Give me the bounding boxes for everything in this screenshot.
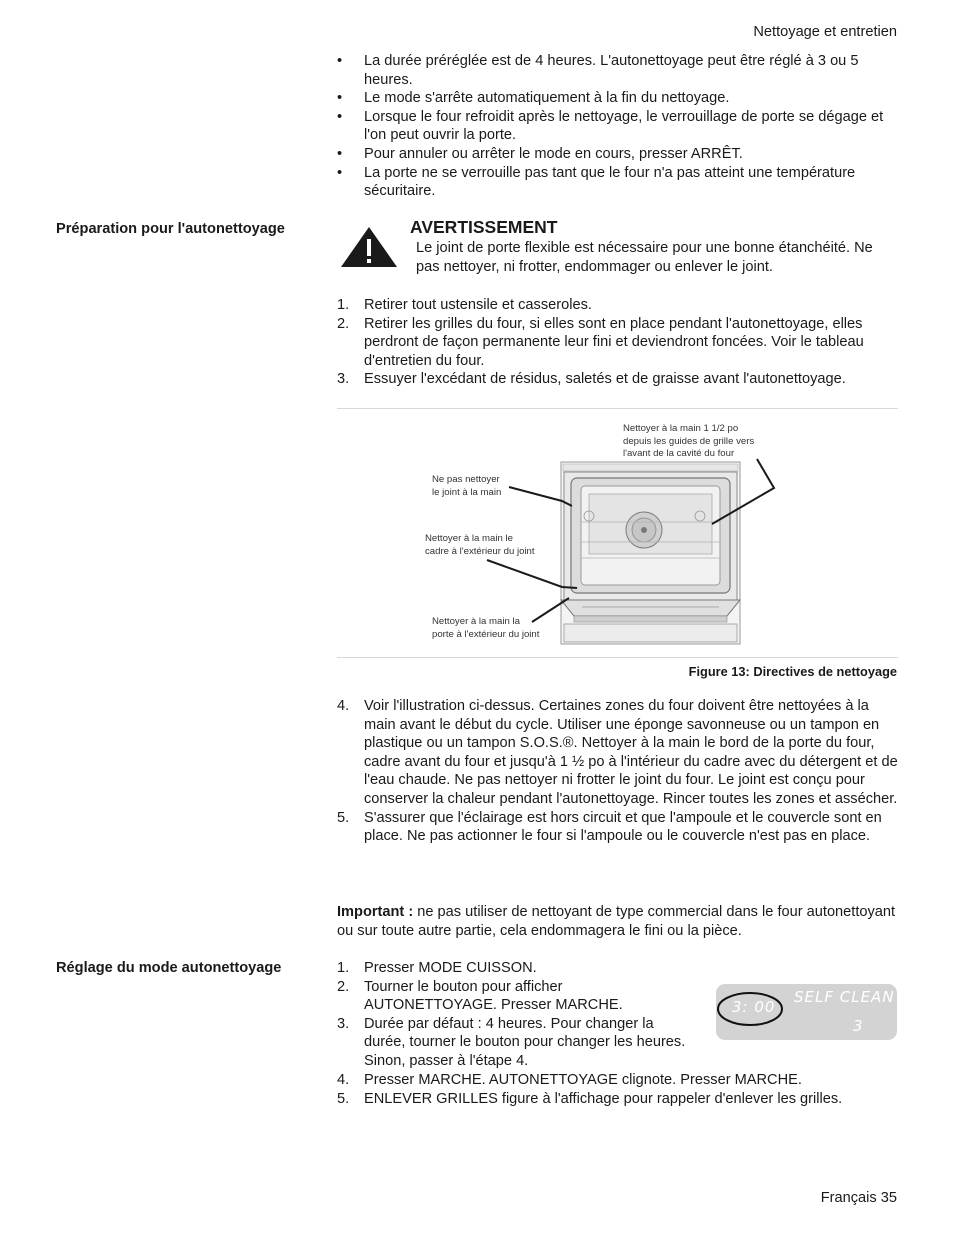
list-item: 1. Presser MODE CUISSON. (337, 960, 537, 976)
callout-frame: Nettoyer à la main le cadre à l'extérieur du joint (425, 533, 535, 557)
important-note: Important : ne pas utiliser de nettoyant de type commercial dans le four autonettoyant ou sur toute autre partie, cela endommagera le fini ou la pièce. (337, 904, 896, 939)
page-footer: Français 35 (820, 1190, 897, 1206)
running-header: Nettoyage et entretien (753, 24, 897, 40)
list-item: 2. Tourner le bouton pour afficher AUTONETTOYAGE. Presser MARCHE. (337, 978, 623, 1014)
setting-steps-list-b (337, 1071, 899, 1108)
list-item: 3. Durée par défaut : 4 heures. Pour changer la durée, tourner le bouton pour changer les heures. Sinon, passer à l'étape 4. (337, 1015, 686, 1069)
callout-door: Nettoyer à la main la porte à l'extérieur du joint (432, 616, 540, 640)
list-item: 1. Retirer tout ustensile et casseroles. (337, 297, 592, 313)
prep-steps-list (337, 296, 899, 389)
figure-top-rule (337, 408, 898, 409)
figure-bottom-rule (337, 657, 898, 658)
setting-steps-list-a (337, 959, 697, 1071)
section-heading-setting: Réglage du mode autonettoyage (56, 960, 282, 976)
cleaning-steps-list (337, 697, 899, 846)
list-item: • La durée préréglée est de 4 heures. L'autonettoyage peut être réglé à 3 ou 5 heures. (337, 53, 859, 88)
callout-clean-guides: Nettoyer à la main 1 1/2 po depuis les guides de grille vers l'avant de la cavité du four (623, 423, 755, 460)
oven-cleaning-diagram (337, 410, 898, 656)
list-item: 5. S'assurer que l'éclairage est hors circuit et que l'ampoule et le couvercle sont en place. Ne pas actionner le four si l'ampoule ou le couvercle n'est pas en place. (337, 809, 882, 845)
list-item: • Le mode s'arrête automatiquement à la fin du nettoyage. (337, 90, 730, 107)
warning-text: Le joint de porte flexible est nécessaire pour une bonne étanchéité. Ne pas nettoyer, ni frotter, endommager ou enlever le joint. (416, 240, 873, 275)
list-item: • La porte ne se verrouille pas tant que le four n'a pas atteint une température sécuritaire. (337, 164, 856, 200)
warning-triangle-icon (340, 226, 398, 268)
list-item: 2. Retirer les grilles du four, si elles sont en place pendant l'autonettoyage, elles perdront de façon permanente leur fini et deviendront foncées. Voir le tableau d'entretien du four. (337, 315, 864, 369)
warning-title: AVERTISSEMENT (410, 217, 558, 237)
list-item: • Lorsque le four refroidit après le nettoyage, le verrouillage de porte se dégage et l'on peut ouvrir la porte. (337, 108, 884, 144)
display-hours: 3 (853, 1017, 864, 1035)
callout-gasket: Ne pas nettoyer le joint à la main (432, 474, 502, 498)
figure-caption: Figure 13: Directives de nettoyage (688, 664, 897, 679)
display-time: 3: 00 (732, 998, 776, 1016)
oven-display (716, 984, 897, 1040)
list-item: 5. ENLEVER GRILLES figure à l'affichage pour rappeler d'enlever les grilles. (337, 1090, 843, 1107)
list-item: 4. Presser MARCHE. AUTONETTOYAGE clignote. Presser MARCHE. (337, 1072, 802, 1088)
list-item: • Pour annuler ou arrêter le mode en cours, presser ARRÊT. (337, 145, 743, 162)
intro-bullet-list (337, 52, 899, 201)
list-item: 3. Essuyer l'excédant de résidus, saletés et de graisse avant l'autonettoyage. (337, 371, 846, 388)
section-heading-preparation: Préparation pour l'autonettoyage (56, 221, 285, 237)
display-mode: SELF CLEAN (794, 988, 895, 1006)
list-item: 4. Voir l'illustration ci-dessus. Certaines zones du four doivent être nettoyées à la main avant le début du cycle. Utiliser une éponge savonneuse ou un tampon en plastique ou un tampon S.O.S.®. Nettoyer à la main le bord de la porte du four, cadre avant du four et jusqu'à 1 ½ po à l'intérieur du cadre avec du détergent et de l'eau chaude. Ne pas nettoyer ni frotter le joint du four. Le joint est conçu pour conserver la chaleur pendant l'autonettoyage. Rincer toutes les zones et assécher. (337, 698, 898, 807)
